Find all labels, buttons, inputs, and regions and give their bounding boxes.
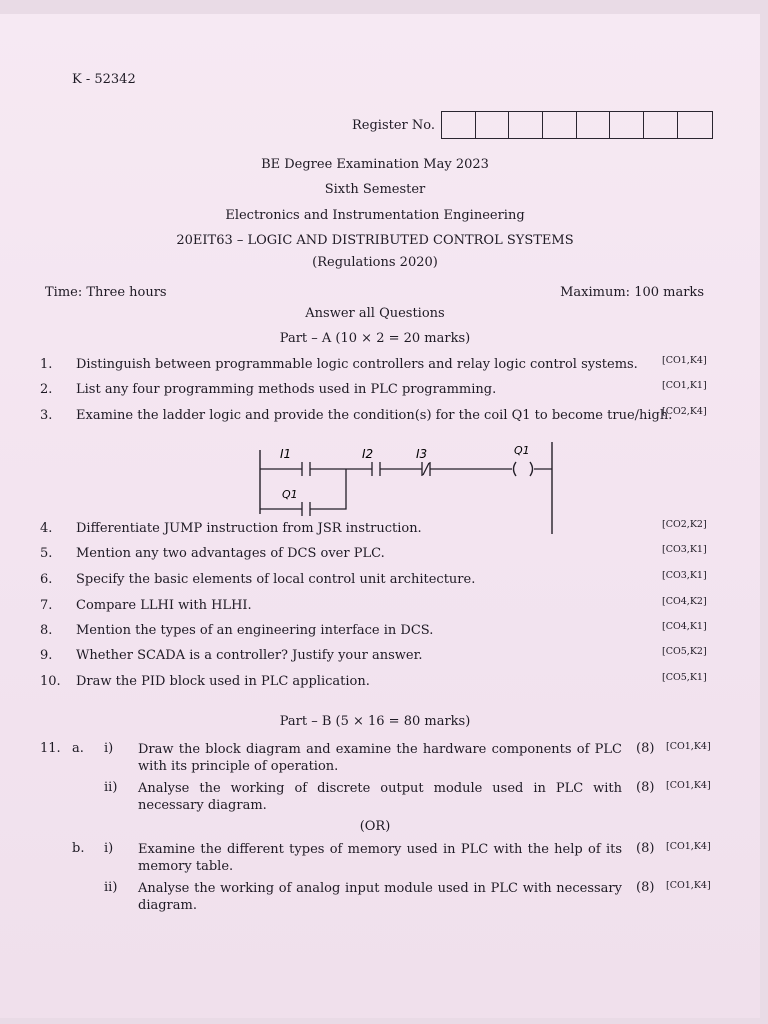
question-number: 3. xyxy=(40,408,53,423)
question-letter: b. xyxy=(72,841,85,856)
part-a-heading: Part – A (10 × 2 = 20 marks) xyxy=(279,331,471,346)
label-i3: I3 xyxy=(416,447,428,461)
main-rung xyxy=(260,462,552,476)
question-number: 1. xyxy=(40,357,53,372)
or-separator: (OR) xyxy=(359,819,391,834)
question-number: 7. xyxy=(40,598,53,613)
register-box[interactable] xyxy=(509,112,543,138)
course-outcome: [CO5,K2] xyxy=(662,646,707,657)
question-10 xyxy=(40,674,720,694)
question-3 xyxy=(40,408,720,428)
register-box[interactable] xyxy=(543,112,577,138)
question-number: 2. xyxy=(40,382,53,397)
question-7 xyxy=(40,598,720,618)
question-text: Examine the ladder logic and provide the condition(s) for the coil Q1 to become true/high. xyxy=(76,408,673,423)
question-text: Specify the basic elements of local control unit architecture. xyxy=(76,572,476,587)
question-number: 4. xyxy=(40,521,53,536)
register-box[interactable] xyxy=(610,112,644,138)
question-roman: i) xyxy=(104,841,114,856)
exam-title: BE Degree Examination May 2023 xyxy=(261,157,489,172)
course-outcome: [CO4,K2] xyxy=(662,596,707,607)
course-outcome: [CO2,K2] xyxy=(662,519,707,530)
department: Electronics and Instrumentation Engineering xyxy=(225,208,525,223)
register-box[interactable] xyxy=(678,112,712,138)
question-1 xyxy=(40,357,720,377)
question-marks: (8) xyxy=(636,741,655,756)
question-number: 8. xyxy=(40,623,53,638)
register-number-field[interactable] xyxy=(352,111,713,139)
register-label: Register No. xyxy=(352,117,436,133)
course-title: 20EIT63 – LOGIC AND DISTRIBUTED CONTROL SYSTEMS xyxy=(176,233,574,248)
register-boxes[interactable] xyxy=(441,111,713,139)
course-outcome: [CO2,K4] xyxy=(662,406,707,417)
question-9 xyxy=(40,648,720,668)
question-5 xyxy=(40,546,720,566)
semester: Sixth Semester xyxy=(324,182,426,197)
question-text: Examine the different types of memory used in PLC with the help of its memory table. xyxy=(138,842,622,874)
label-q1: Q1 xyxy=(514,444,530,457)
course-outcome: [CO1,K4] xyxy=(666,741,711,752)
question-letter: a. xyxy=(72,741,84,756)
question-text: Draw the PID block used in PLC application. xyxy=(76,674,370,689)
question-text: Mention the types of an engineering interface in DCS. xyxy=(76,623,434,638)
register-box[interactable] xyxy=(577,112,611,138)
regulations: (Regulations 2020) xyxy=(312,255,438,270)
label-q1-branch: Q1 xyxy=(282,488,298,501)
register-box[interactable] xyxy=(442,112,476,138)
question-text: Mention any two advantages of DCS over PLC. xyxy=(76,546,385,561)
question-text: Draw the block diagram and examine the hardware components of PLC with its principle of operation. xyxy=(138,742,622,774)
question-number: 6. xyxy=(40,572,53,587)
question-8 xyxy=(40,623,720,643)
part-b-heading: Part – B (5 × 16 = 80 marks) xyxy=(279,714,471,729)
register-box[interactable] xyxy=(644,112,678,138)
course-outcome: [CO1,K4] xyxy=(666,780,711,791)
register-box[interactable] xyxy=(476,112,510,138)
question-text: List any four programming methods used in PLC programming. xyxy=(76,382,497,397)
question-4 xyxy=(40,521,720,541)
course-outcome: [CO1,K4] xyxy=(662,355,707,366)
course-outcome: [CO4,K1] xyxy=(662,621,707,632)
exam-paper xyxy=(0,14,760,1018)
question-text: Whether SCADA is a controller? Justify your answer. xyxy=(76,648,423,663)
coil-q1 xyxy=(514,462,533,476)
question-roman: i) xyxy=(104,741,114,756)
course-outcome: [CO5,K1] xyxy=(662,672,707,683)
paper-code: K - 52342 xyxy=(72,72,136,87)
branch-rung xyxy=(260,469,346,516)
question-number: 10. xyxy=(40,674,61,689)
question-text: Analyse the working of discrete output module used in PLC with necessary diagram. xyxy=(138,781,622,813)
question-number: 11. xyxy=(40,741,61,756)
course-outcome: [CO1,K1] xyxy=(662,380,707,391)
course-outcome: [CO1,K4] xyxy=(666,841,711,852)
question-roman: ii) xyxy=(104,880,118,895)
label-i1: I1 xyxy=(280,447,292,461)
label-i2: I2 xyxy=(362,447,374,461)
maximum-marks: Maximum: 100 marks xyxy=(560,285,704,300)
question-marks: (8) xyxy=(636,880,655,895)
question-number: 5. xyxy=(40,546,53,561)
question-marks: (8) xyxy=(636,780,655,795)
question-roman: ii) xyxy=(104,780,118,795)
instruction: Answer all Questions xyxy=(305,306,445,321)
question-marks: (8) xyxy=(636,841,655,856)
question-text: Compare LLHI with HLHI. xyxy=(76,598,252,613)
question-text: Distinguish between programmable logic controllers and relay logic control systems. xyxy=(76,357,638,372)
question-2 xyxy=(40,382,720,402)
course-outcome: [CO1,K4] xyxy=(666,880,711,891)
question-text: Analyse the working of analog input module used in PLC with necessary diagram. xyxy=(138,881,622,913)
question-text: Differentiate JUMP instruction from JSR instruction. xyxy=(76,521,422,536)
time-allowed: Time: Three hours xyxy=(45,285,167,300)
course-outcome: [CO3,K1] xyxy=(662,544,707,555)
question-number: 9. xyxy=(40,648,53,663)
course-outcome: [CO3,K1] xyxy=(662,570,707,581)
question-6 xyxy=(40,572,720,592)
